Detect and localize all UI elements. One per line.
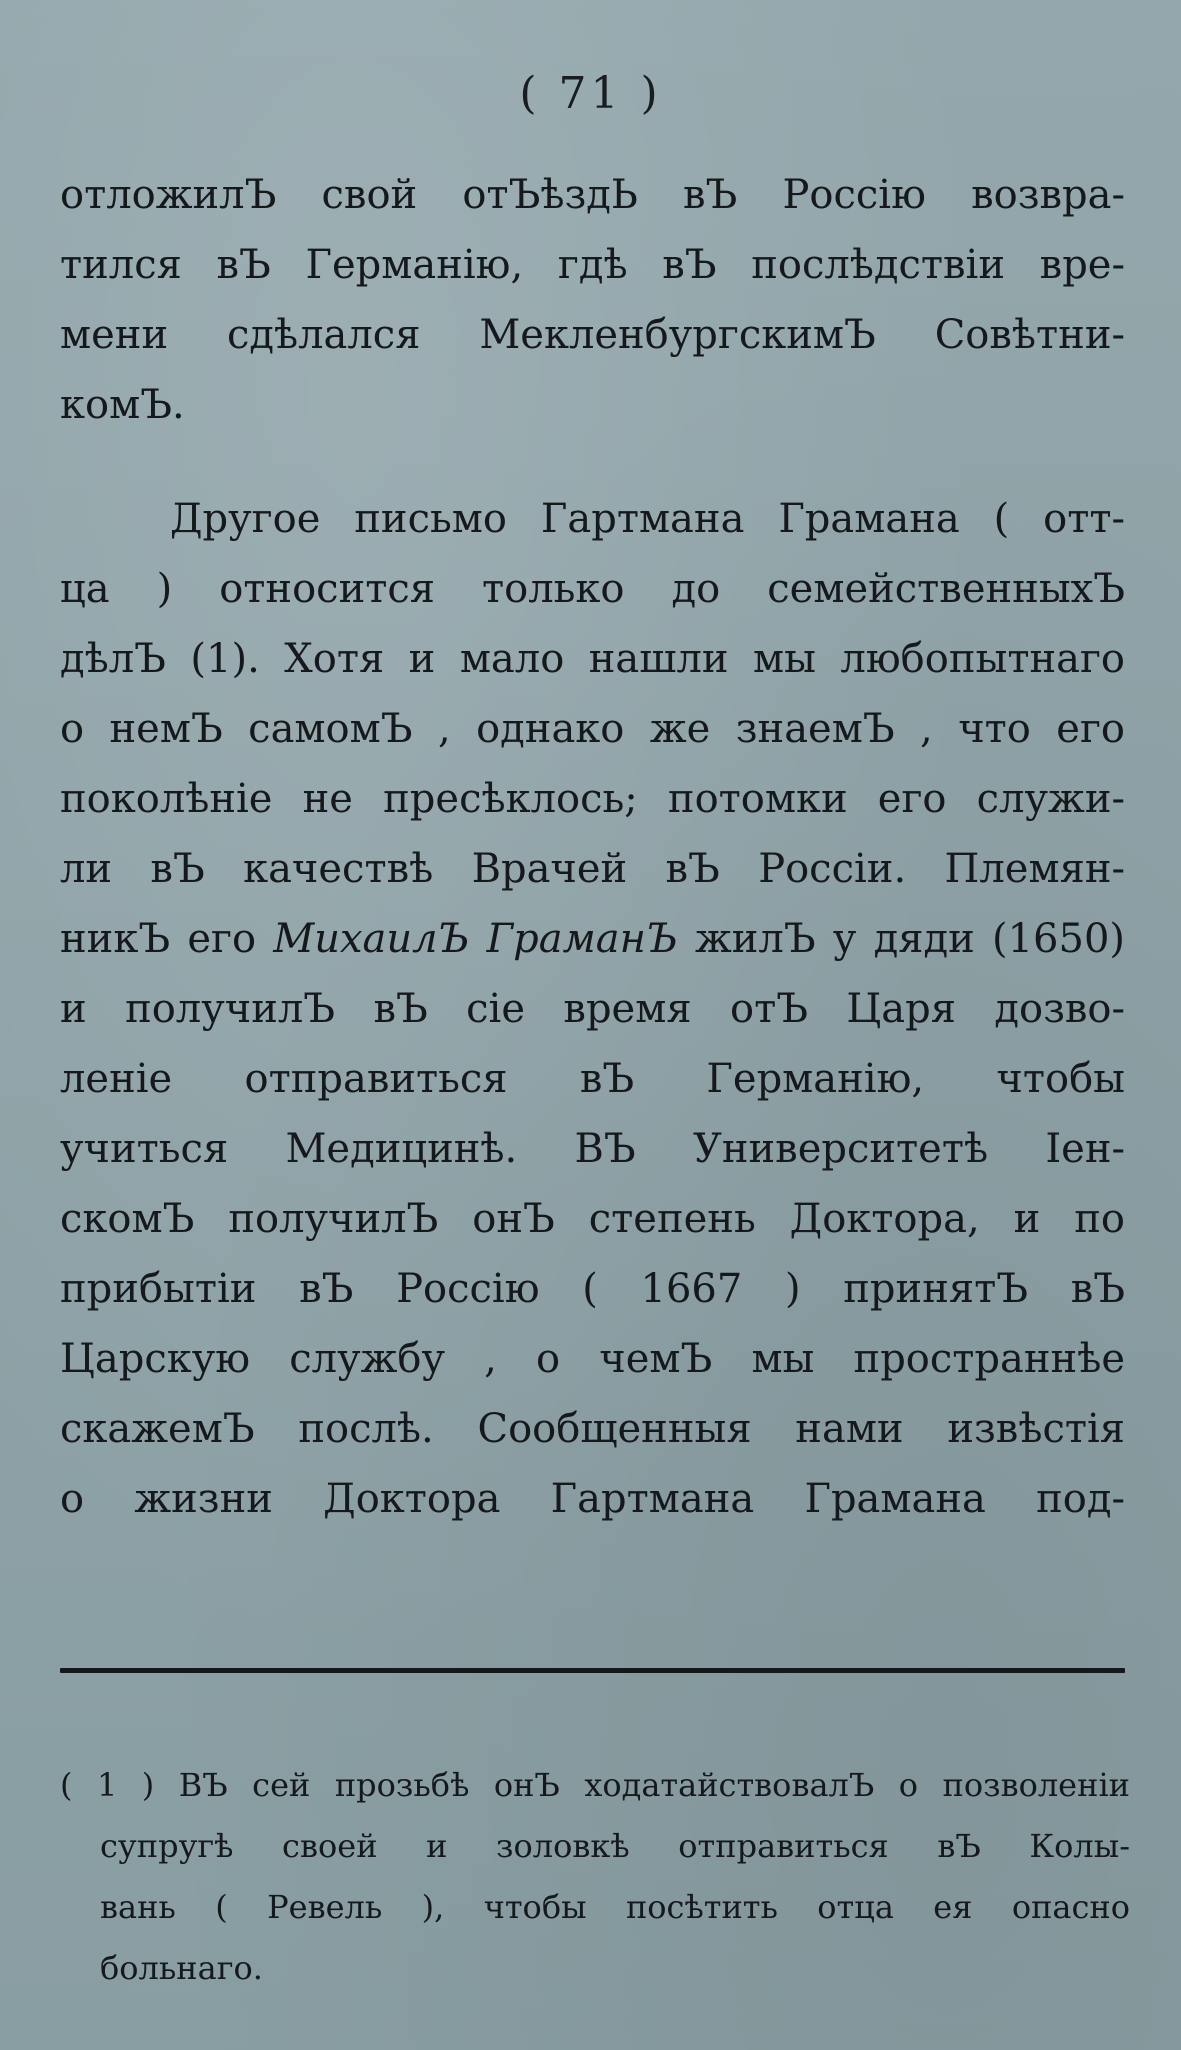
- text-line-nephew: [60, 904, 1125, 974]
- footnote-line: ( 1 ) ВЪ сей прозьбѣ онЪ ходатайствовалЪ о позволеніи: [60, 1766, 1130, 1804]
- text-line: поколѣніе не пресѣклось; потомки его служи-: [60, 776, 1125, 822]
- footnote-block: [60, 1755, 1130, 1999]
- paragraph-gap: [60, 440, 1125, 484]
- footnote-line: вань ( Ревель ), чтобы посѣтить отца ея опасно: [100, 1888, 1130, 1926]
- footnote-separator-rule: [60, 1668, 1125, 1673]
- text-line: отложилЪ свой отЪѣздЬ вЪ Россію возвра-: [60, 172, 1125, 218]
- text-line: Царскую службу , о чемЪ мы пространнѣе: [60, 1336, 1125, 1382]
- text-line: учиться Медицинѣ. ВЪ Университетѣ Іен-: [60, 1126, 1125, 1172]
- text-line: о жизни Доктора Гартмана Грамана под-: [60, 1476, 1125, 1522]
- text-line: тился вЪ Германію, гдѣ вЪ послѣдствіи вре-: [60, 242, 1125, 288]
- text-segment: жилЪ у дяди (1650): [677, 916, 1125, 962]
- text-line: скомЪ получилЪ онЪ степень Доктора, и по: [60, 1196, 1125, 1242]
- text-line: Другое письмо Гартмана Грамана ( отт-: [170, 496, 1125, 542]
- main-text-block: [60, 160, 1125, 1534]
- footnote-line: супругѣ своей и золовкѣ отправиться вЪ Колы-: [100, 1827, 1130, 1865]
- text-line: и получилЪ вЪ сіе время отЪ Царя дозво-: [60, 986, 1125, 1032]
- text-line: ли вЪ качествѣ Врачей вЪ Россіи. Племян-: [60, 846, 1125, 892]
- text-line: прибытіи вЪ Россію ( 1667 ) принятЪ вЪ: [60, 1266, 1125, 1312]
- text-line: ца ) относится только до семейственныхЪ: [60, 566, 1125, 612]
- text-segment: никЪ его: [60, 916, 274, 962]
- text-line: мени сдѣлался МекленбургскимЪ Совѣтни-: [60, 312, 1125, 358]
- footnote-line: больнаго.: [100, 1949, 263, 1987]
- page-number: ( 71 ): [519, 68, 662, 119]
- text-line: о немЪ самомЪ , однако же знаемЪ , что его: [60, 706, 1125, 752]
- text-line: леніе отправиться вЪ Германію, чтобы: [60, 1056, 1125, 1102]
- text-line: комЪ.: [60, 382, 185, 428]
- person-name-italic: МихаилЪ ГраманЪ: [273, 916, 678, 962]
- text-line: дѣлЪ (1). Хотя и мало нашли мы любопытнаго: [60, 636, 1125, 682]
- text-line: скажемЪ послѣ. Сообщенныя нами извѣстія: [60, 1406, 1125, 1452]
